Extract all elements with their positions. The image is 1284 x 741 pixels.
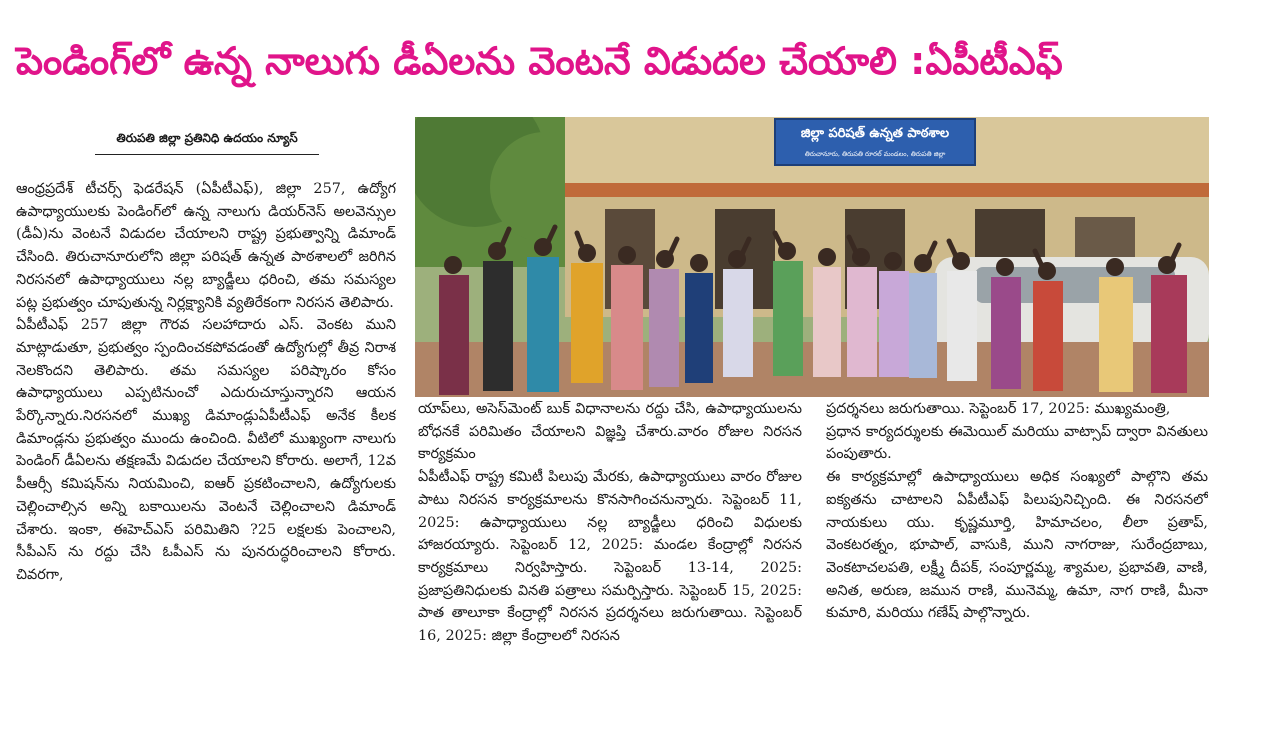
paragraph: ప్రదర్శనలు జరుగుతాయి. సెప్టెంబర్ 17, 2025: ముఖ్యమంత్రి, [826, 401, 1171, 417]
paragraph: ఏపీటీఎఫ్ 257 జిల్లా గౌరవ సలహాదారు ఎస్. వెంకట ముని మాట్లాడుతూ, ప్రభుత్వం స్పందించకపోవడంతో ఉద్యోగుల్లో తీవ్ర నిరాశ నెలకొందని తెలిపారు. తమ సమస్యల పరిష్కారం కోసం ఉపాధ్యాయులు ఎప్పటినుంచో ఎదురుచూస్తున్నారని ఆయన పేర్కొన్నారు.నిరసనలో ముఖ్య డిమాండ్లుఏపీటీఎఫ్ అనేక కీలక డిమాండ్లను ప్రభుత్వం ముందు ఉంచింది. వీటిలో ముఖ్యంగా నాలుగు పెండింగ్ డీఏలను తక్షణమే విడుదల చేయాలని కోరారు. అలాగే, 12వ పీఆర్సీ కమిషన్‌ను నియమించి, ఐఆర్ ప్రకటించాలని, ఉద్యోగులకు చెల్లించాల్సిన అన్ని బకాయిలను వెంటనే చెల్లించాలని డిమాండ్ చేశారు. ఇంకా, ఈహెచ్‌ఎస్ పరిమితిని ?25 లక్షలకు పెంచాలని, సీపీఎస్ ను రద్దు చేసి ఓపీఎస్ ను పునరుద్ధరించాలని కోరారు. చివరగా, [16, 317, 396, 583]
paragraph: ఏపీటీఎఫ్ రాష్ట్ర కమిటీ పిలుపు మేరకు, ఉపాధ్యాయులు వారం రోజుల పాటు నిరసన కార్యక్రమాలను కొనసాగించనున్నారు. సెప్టెంబర్ 11, 2025: ఉపాధ్యాయులు నల్ల బ్యాడ్జీలు ధరించి విధులకు హాజరయ్యారు. సెప్టెంబర్ 12, 2025: మండల కేంద్రాల్లో నిరసన కార్యక్రమాలు నిర్వహిస్తారు. సెప్టెంబర్ 13-14, 2025: ప్రజాప్రతినిధులకు వినతి పత్రాలు సమర్పిస్తారు. సెప్టెంబర్ 15, 2025: పాత తాలూకా కేంద్రాల్లో నిరసన ప్రదర్శనలు జరుగుతాయి. సెప్టెంబర్ 16, 2025: జిల్లా కేంద్రాలలో నిరసన [418, 469, 802, 645]
byline: తిరుపతి జిల్లా ప్రతినిధి ఉదయం న్యూస్ [95, 131, 319, 155]
article-column-2 [418, 398, 802, 734]
paragraph: యాప్‌లు, అసెస్‌మెంట్ బుక్ విధానాలను రద్దు చేసి, ఉపాధ్యాయులను బోధనకే పరిమితం చేయాలని విజ్ఞప్తి చేశారు.వారం రోజుల నిరసన కార్యక్రమం [418, 401, 802, 463]
headline: పెండింగ్‌లో ఉన్న నాలుగు డీఏలను వెంటనే విడుదల చేయాలి :ఏపీటీఎఫ్ [16, 39, 1063, 83]
paragraph: ఈ కార్యక్రమాల్లో ఉపాధ్యాయులు అధిక సంఖ్యలో పాల్గొని తమ ఐక్యతను చాటాలని ఏపీటీఎఫ్ పిలుపునిచ్చింది. ఈ నిరసనలో నాయకులు యు. కృష్ణమూర్తి, హిమాచలం, లీలా ప్రతాప్, వెంకటరత్నం, భూపాల్, వాసుకి, ముని నాగరాజు, సురేంద్రబాబు, వెంకటాచలపతి, లక్ష్మీ దీపక్, సంపూర్ణమ్మ, శ్యామల, ప్రభావతి, వాణి, అనిత, అరుణ, జమున రాణి, మునెమ్మ, ఉమా, నాగ రాణి, మీనా కుమారి, మరియు గణేష్ పాల్గొన్నారు. [826, 469, 1208, 622]
article-column-3 [826, 398, 1208, 734]
paragraph: ఆంధ్రప్రదేశ్ టీచర్స్ ఫెడరేషన్ (ఏపీటీఎఫ్), జిల్లా 257, ఉద్యోగ ఉపాధ్యాయులకు పెండింగ్‌లో ఉన్న నాలుగు డియర్‌నెస్ అలవెన్సుల (డీఏ)ను వెంటనే విడుదల చేయాలని రాష్ట్ర ప్రభుత్వాన్ని డిమాండ్ చేసింది. తిరుచానూరులోని జిల్లా పరిషత్ ఉన్నత పాఠశాలలో జరిగిన నిరసనలో ఉపాధ్యాయులు నల్ల బ్యాడ్జీలు ధరించి, తమ సమస్యల పట్ల ప్రభుత్వం చూపుతున్న నిర్లక్ష్యానికి వ్యతిరేకంగా నిరసన తెలిపారు. [16, 181, 396, 311]
school-sign-subtitle: తిరుచానూరు, తిరుపతి రూరల్ మండలం, తిరుపతి జిల్లా [804, 150, 946, 158]
paragraph: ప్రధాన కార్యదర్శులకు ఈమెయిల్ మరియు వాట్సాప్ ద్వారా వినతులు పంపుతారు. [826, 423, 1208, 463]
article-column-1 [16, 178, 396, 734]
news-photo [415, 117, 1209, 397]
school-sign-title: జిల్లా పరిషత్ ఉన్నత పాఠశాల [800, 126, 950, 141]
